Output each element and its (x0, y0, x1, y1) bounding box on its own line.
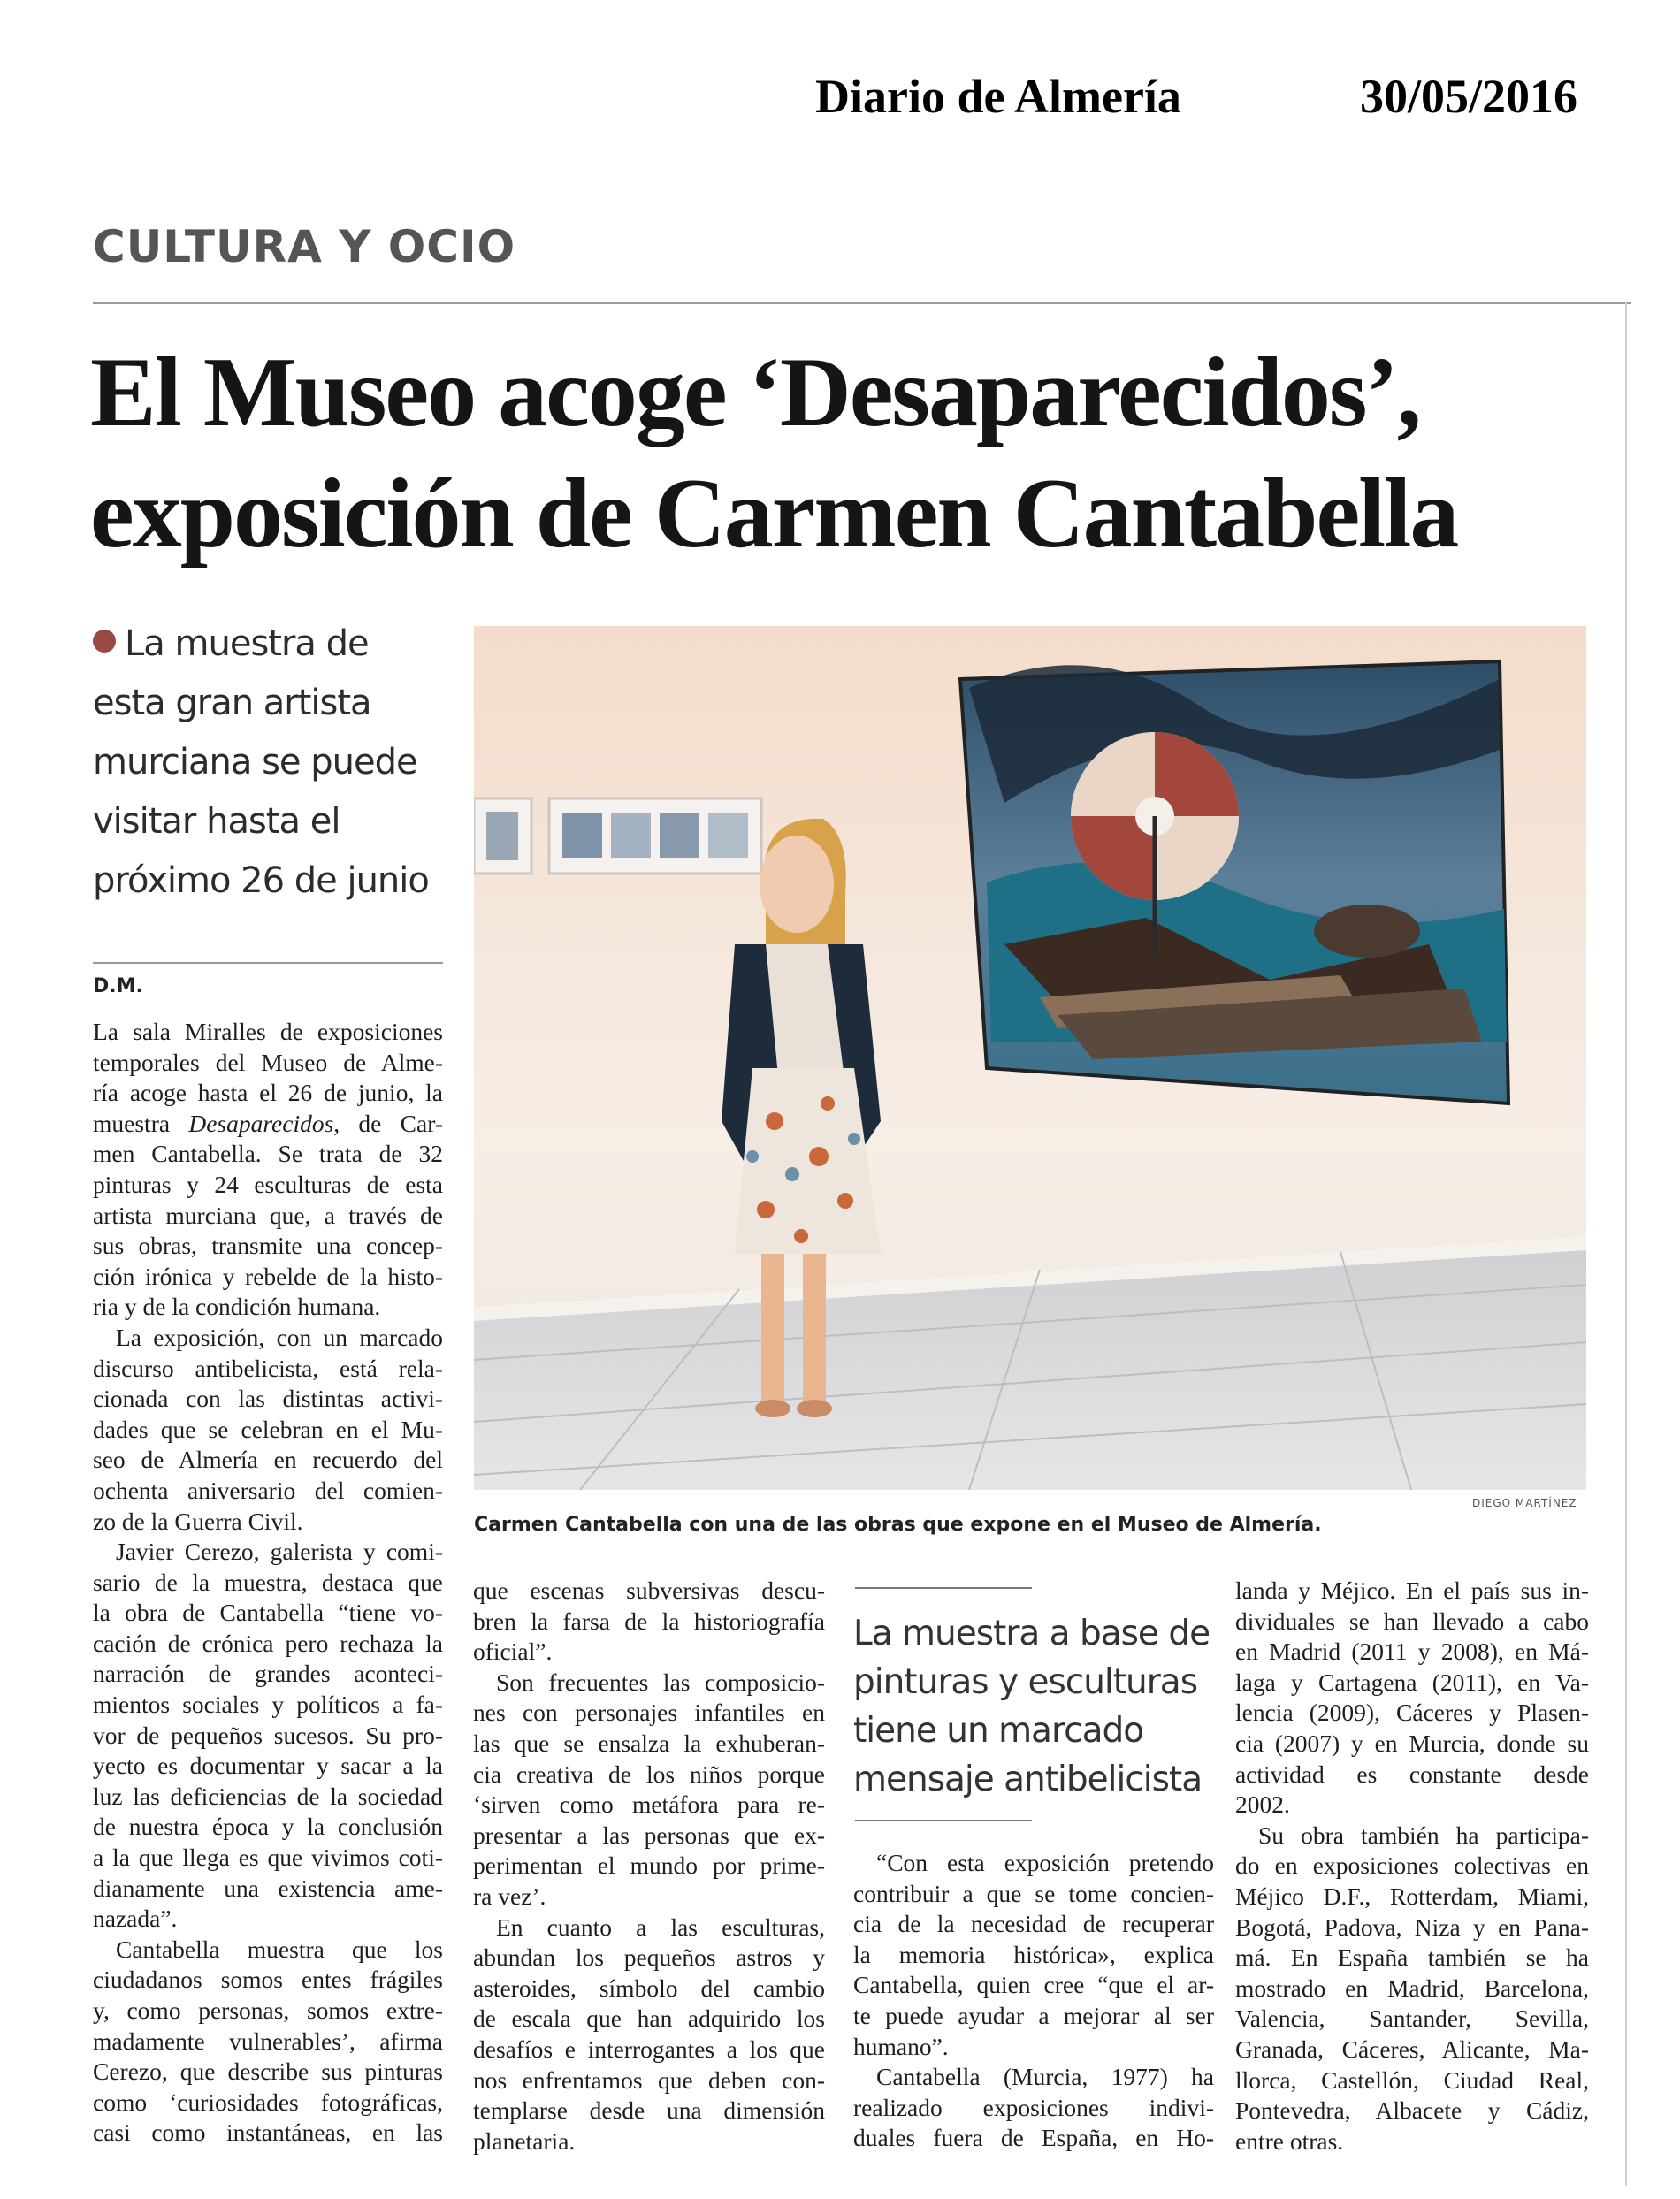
text-line: ción irónica y rebelde de la histo- (93, 1262, 443, 1290)
text-line: zo de la Guerra Civil. (93, 1507, 303, 1535)
text-line: seo de Almería en recuerdo del (93, 1446, 443, 1474)
subhead (93, 615, 447, 911)
bullet-dot-icon (93, 630, 116, 653)
text-line: perimentan el mundo por prime- (473, 1852, 825, 1880)
text-line: oficial”. (473, 1638, 553, 1666)
text-line: cia (2007) y en Murcia, donde su (1235, 1729, 1589, 1757)
text-line: desafíos e interrogantes a los que (473, 2035, 825, 2063)
subhead-line: murciana se puede (93, 742, 417, 783)
text-line: ciudadanos somos entes frágiles (93, 1966, 443, 1994)
text-line: nazada”. (93, 1905, 178, 1933)
text-line: presentar a las personas que ex- (473, 1821, 825, 1849)
text-line: narración de grandes aconteci- (93, 1660, 443, 1688)
text-line: Méjico D.F., Rotterdam, Miami, (1235, 1882, 1589, 1910)
byline-divider (93, 962, 443, 964)
text-line: cionada con las distintas activi- (93, 1385, 443, 1413)
text-line: Su obra también ha participa- (1258, 1821, 1589, 1849)
section-label: CULTURA Y OCIO (93, 221, 516, 272)
text-line: entre otras. (1235, 2126, 1344, 2155)
text-line: Son frecuentes las composicio- (496, 1668, 825, 1696)
text-line: de escala que han adquirido los (473, 2004, 825, 2033)
text-line: ra vez’. (473, 1882, 546, 1910)
text-run: , de Car- (333, 1109, 443, 1137)
text-line: temporales del Museo de Alme- (93, 1048, 443, 1076)
text-line: Bogotá, Padova, Niza y en Pana- (1235, 1913, 1589, 1941)
text-line: discurso antibelicista, está rela- (93, 1354, 443, 1382)
pull-quote-rule-top (855, 1587, 1032, 1589)
text-line: planetaria. (473, 2126, 576, 2155)
text-line: y, como personas, somos extre- (93, 1997, 443, 2024)
text-line: ría acoge hasta el 26 de junio, la (93, 1079, 443, 1107)
text-line: vor de pequeños sucesos. Su pro- (93, 1721, 443, 1749)
text-line: landa y Méjico. En el país sus in- (1235, 1577, 1589, 1604)
work-title: Desaparecidos (188, 1109, 334, 1137)
text-line: de nuestra época y la conclusión (93, 1813, 443, 1841)
pull-quote-line: La muestra a base de (853, 1614, 1210, 1653)
article-column-4 (1235, 1576, 1589, 2157)
text-line: en Madrid (2011 y 2008), en Má- (1235, 1638, 1589, 1666)
text-line: Cantabella muestra que los (116, 1935, 443, 1963)
page-edge-rule (1625, 302, 1627, 2186)
text-line: laga y Cartagena (2011), en Va- (1235, 1668, 1589, 1696)
text-line: ‘sirven como metáfora para re- (473, 1791, 825, 1819)
text-line: Cerezo, que describe sus pinturas (93, 2058, 443, 2086)
text-line: lencia (2009), Cáceres y Plasen- (1235, 1699, 1589, 1727)
text-line: cia de la necesidad de recuperar (853, 1910, 1214, 1938)
text-line: dividuales se han llevado a cabo (1235, 1607, 1589, 1635)
headline-line-2: exposición de Carmen Cantabella (90, 459, 1458, 569)
photo-illustration (474, 626, 1586, 1490)
text-line: mientos sociales y políticos a fa- (93, 1691, 443, 1719)
text-line: que escenas subversivas descu- (473, 1577, 825, 1604)
pull-quote-line: pinturas y esculturas (853, 1662, 1198, 1702)
subhead-line: visitar hasta el (93, 801, 340, 842)
text-line: Cantabella (Murcia, 1977) ha (876, 2063, 1214, 2091)
text-line: humano”. (853, 2032, 949, 2060)
text-line: cia creativa de los niños porque (473, 1760, 825, 1788)
person-face (760, 836, 834, 933)
text-line: te puede ayudar a mejorar al ser (853, 2001, 1214, 2029)
text-line: 2002. (1235, 1791, 1290, 1819)
photo-caption: Carmen Cantabella con una de las obras que expone en el Museo de Almería. (474, 1514, 1322, 1536)
subhead-line (93, 615, 447, 674)
text-line: casi como instantáneas, en las (93, 2119, 443, 2147)
subhead-text: La muestra de (125, 623, 369, 664)
text-line: Cantabella, quien cree “que el ar- (853, 1971, 1214, 1999)
text-line: pinturas y 24 esculturas de esta (93, 1170, 443, 1198)
text-line: “Con esta exposición pretendo (876, 1849, 1214, 1876)
text-line: dades que se celebran en el Mu- (93, 1415, 443, 1443)
text-line: ria y de la condición humana. (93, 1293, 381, 1321)
text-line: asteroides, símbolo del cambio (473, 1974, 825, 2002)
text-line: duales fuera de España, en Ho- (853, 2124, 1214, 2152)
text-line: má. En España también se ha (1235, 1943, 1589, 1972)
pull-quote (853, 1609, 1216, 1804)
byline: D.M. (93, 975, 143, 997)
person-legs (761, 1254, 784, 1404)
exhibition-photo (474, 626, 1586, 1490)
article-column-3 (853, 1848, 1214, 2154)
text-line: como ‘curiosidades fotográficas, (93, 2088, 443, 2116)
text-line: templarse desde una dimensión (473, 2096, 825, 2125)
text-line: Javier Cerezo, galerista y comi- (116, 1538, 443, 1566)
pull-quote-line: tiene un marcado (853, 1711, 1144, 1751)
pull-quote-rule-bottom (855, 1820, 1032, 1821)
text-line: sus obras, transmite una concep- (93, 1232, 443, 1260)
text-line: nes con personajes infantiles en (473, 1699, 825, 1727)
subhead-line: próximo 26 de junio (93, 860, 429, 901)
text-line: artista murciana que, a través de (93, 1201, 443, 1229)
section-divider (93, 302, 1631, 304)
text-line: la obra de Cantabella “tiene vo- (93, 1599, 443, 1627)
publication-date: 30/05/2016 (1360, 70, 1578, 123)
text-run: muestra (93, 1109, 189, 1137)
text-line: ochenta aniversario del comien- (93, 1476, 443, 1504)
text-line: La exposición, con un marcado (116, 1323, 443, 1351)
article-column-1 (93, 1017, 443, 2149)
text-line: mostrado en Madrid, Barcelona, (1235, 1974, 1589, 2002)
text-line: a la que llega es que vivimos coti- (93, 1844, 443, 1872)
text-line: En cuanto a las esculturas, (496, 1913, 825, 1941)
text-line: La sala Miralles de exposiciones (93, 1018, 443, 1045)
text-line (93, 1109, 443, 1140)
text-line: Granada, Cáceres, Alicante, Ma- (1235, 2035, 1589, 2063)
text-line: madamente vulnerables’, afirma (93, 2027, 443, 2055)
text-line: actividad es constante desde (1235, 1760, 1589, 1788)
text-line: contribuir a que se tome concien- (853, 1879, 1214, 1907)
text-line: bren la farsa de la historiografía (473, 1607, 825, 1635)
text-line: men Cantabella. Se trata de 32 (93, 1140, 443, 1168)
article-column-2 (473, 1576, 825, 2157)
text-line: dianamente una existencia ame- (93, 1874, 443, 1902)
text-line: llorca, Castellón, Ciudad Real, (1235, 2065, 1589, 2094)
text-line: luz las deficiencias de la sociedad (93, 1782, 443, 1810)
text-line: realizado exposiciones indivi- (853, 2093, 1214, 2121)
subhead-line: esta gran artista (93, 683, 371, 723)
text-line: do en exposiciones colectivas en (1235, 1852, 1589, 1880)
photo-credit: DIEGO MARTÍNEZ (1472, 1497, 1577, 1509)
newspaper-name: Diario de Almería (815, 70, 1181, 123)
text-line: nos enfrentamos que deben con- (473, 2065, 825, 2094)
text-line: sario de la muestra, destaca que (93, 1568, 443, 1596)
text-line: Valencia, Santander, Sevilla, (1235, 2004, 1589, 2033)
text-line: las que se ensalza la exhuberan- (473, 1729, 825, 1757)
text-line: abundan los pequeños astros y (473, 1943, 825, 1972)
text-line: yecto es documentar y sacar a la (93, 1752, 443, 1780)
text-line: Pontevedra, Albacete y Cádiz, (1235, 2096, 1589, 2125)
pull-quote-line: mensaje antibelicista (853, 1760, 1203, 1799)
text-line: cación de crónica pero rechaza la (93, 1629, 443, 1657)
headline-line-1: El Museo acoge ‘Desaparecidos’, (90, 338, 1420, 447)
text-line: la memoria histórica», explica (853, 1940, 1214, 1968)
